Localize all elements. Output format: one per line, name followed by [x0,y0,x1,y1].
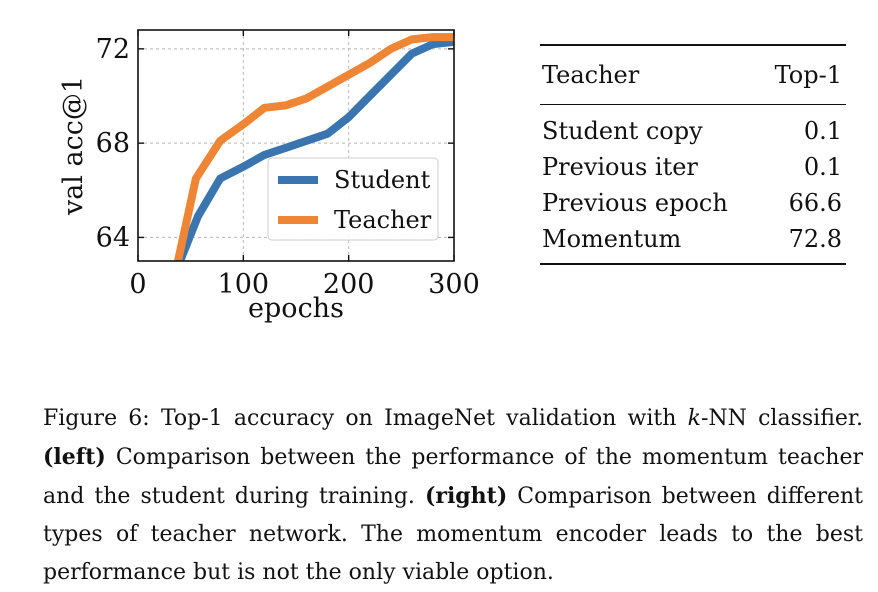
table-row [540,113,846,149]
caption-text-3: Comparison between the performance of the momentum teacher and the student during training. [43,445,863,509]
table-row [540,149,846,185]
table-row [540,185,846,221]
caption-right-tag: (right) [424,483,508,509]
row-teacher: Student copy [542,117,703,145]
y-tick-label: 68 [95,128,130,160]
row-top1: 0.1 [803,153,842,181]
header-teacher: Teacher [542,61,640,89]
table-row [540,221,846,257]
caption-text-2: -NN classifier. [700,406,863,431]
caption-text-1: Top-1 accuracy on ImageNet validation with [149,406,688,431]
table-header-row [540,46,846,104]
accuracy-line-chart [0,0,520,340]
row-top1: 0.1 [803,117,842,145]
y-tick-label: 64 [95,222,130,254]
table-bottom-rule [540,263,846,265]
x-tick-label: 100 [217,269,270,300]
row-teacher: Previous iter [542,153,698,181]
caption-left-tag: (left) [43,444,106,470]
legend-label-teacher: Teacher [334,206,432,234]
row-teacher: Previous epoch [542,189,728,217]
row-teacher: Momentum [542,225,682,253]
caption-k: k [687,406,701,431]
chart-legend [268,158,438,240]
x-tick-label: 0 [129,269,147,300]
x-tick-label: 300 [428,269,480,300]
y-tick-label: 72 [95,33,130,65]
y-axis-label: val acc@1 [58,75,89,216]
header-top1: Top-1 [774,61,842,89]
figure-caption [43,400,863,592]
row-top1: 72.8 [788,225,842,253]
caption-label: Figure 6: [43,406,150,431]
row-top1: 66.6 [788,189,842,217]
x-tick-label: 200 [322,269,375,300]
caption-text-4: Comparison between different types of teacher network. The momentum encoder leads to the best performance but is not the only viable option. [43,484,864,585]
teacher-comparison-table [540,44,846,265]
x-axis-label: epochs [248,293,344,324]
legend-label-student: Student [334,166,431,194]
